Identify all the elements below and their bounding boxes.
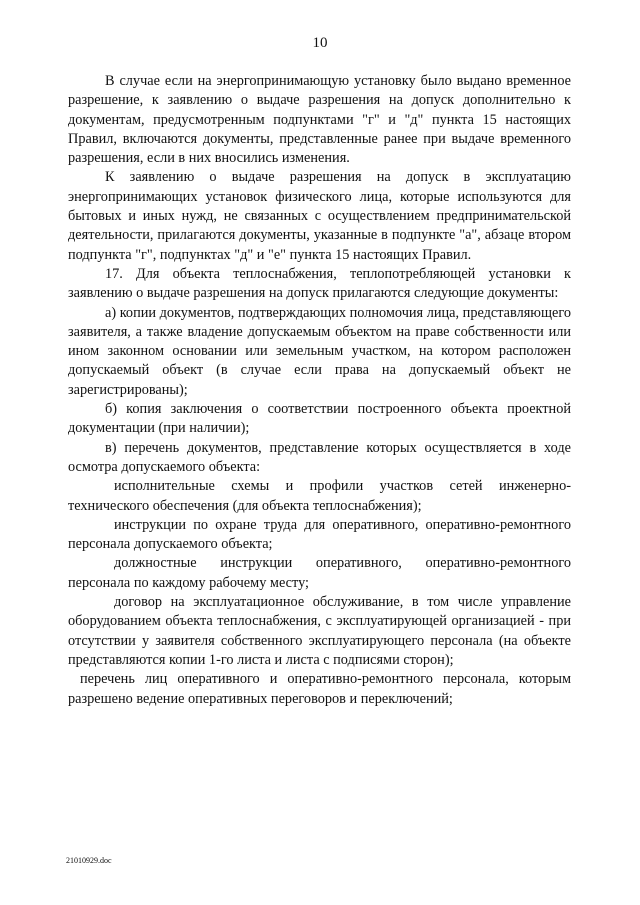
file-name-footer: 21010929.doc <box>66 856 112 865</box>
subitem-b: б) копия заключения о соответствии построенного объекта проектной документации (при наличии); <box>68 401 571 437</box>
list-item-service-contract: договор на эксплуатационное обслуживание, в том числе управление оборудованием объекта теплоснабжения, с эксплуатирующей организацией - при отсутствии у заявителя собственного эксплуатирующего персонала (на объекте представляются копии 1-го листа и листа с подписями сторон); <box>68 594 571 668</box>
list-item-job-instructions: должностные инструкции оперативного, оперативно-ремонтного персонала по каждому рабочему месту; <box>68 555 571 591</box>
list-item-safety-instructions: инструкции по охране труда для оперативного, оперативно-ремонтного персонала допускаемого объекта; <box>68 516 571 553</box>
list-item-personnel-list: перечень лиц оперативного и оперативно-ремонтного персонала, которым разрешено ведение оперативных переговоров и переключений; <box>68 671 571 707</box>
list-item-executive-schemes: исполнительные схемы и профили участков сетей инженерно-технического обеспечения (для объекта теплоснабжения); <box>68 478 571 514</box>
paragraph-individual-installations: К заявлению о выдаче разрешения на допуск в эксплуатацию энергопринимающих установок физического лица, которые используются для бытовых и иных нужд, не связанных с осуществлением предпринимательской деятельности, прилагаются документы, указанные в подпункте "а", абзаце втором подпункта "г", подпунктах "д" и "е" пункта 15 настоящих Правил. <box>68 169 571 263</box>
subitem-a: а) копии документов, подтверждающих полномочия лица, представляющего заявителя, а также владение допускаемым объектом на праве собственности или ином законном основании или земельным участком, на котором расположен допускаемый объект (в случае если права на допускаемый объект не зарегистрированы); <box>68 304 571 398</box>
paragraph-item-17: 17. Для объекта теплоснабжения, теплопотребляющей установки к заявлению о выдаче разрешения на допуск прилагаются следующие документы: <box>68 265 571 302</box>
page-number: 10 <box>312 35 328 51</box>
document-body <box>68 72 571 709</box>
paragraph-temporary-permit: В случае если на энергопринимающую установку было выдано временное разрешение, к заявлению о выдаче разрешения на допуск дополнительно к документам, предусмотренным подпунктами "г" и "д" пункта 15 настоящих Правил, включаются документы, представленные ранее при выдаче временного разрешения, если в них вносились изменения. <box>68 73 571 167</box>
subitem-v: в) перечень документов, представление которых осуществляется в ходе осмотра допускаемого объекта: <box>68 439 571 475</box>
